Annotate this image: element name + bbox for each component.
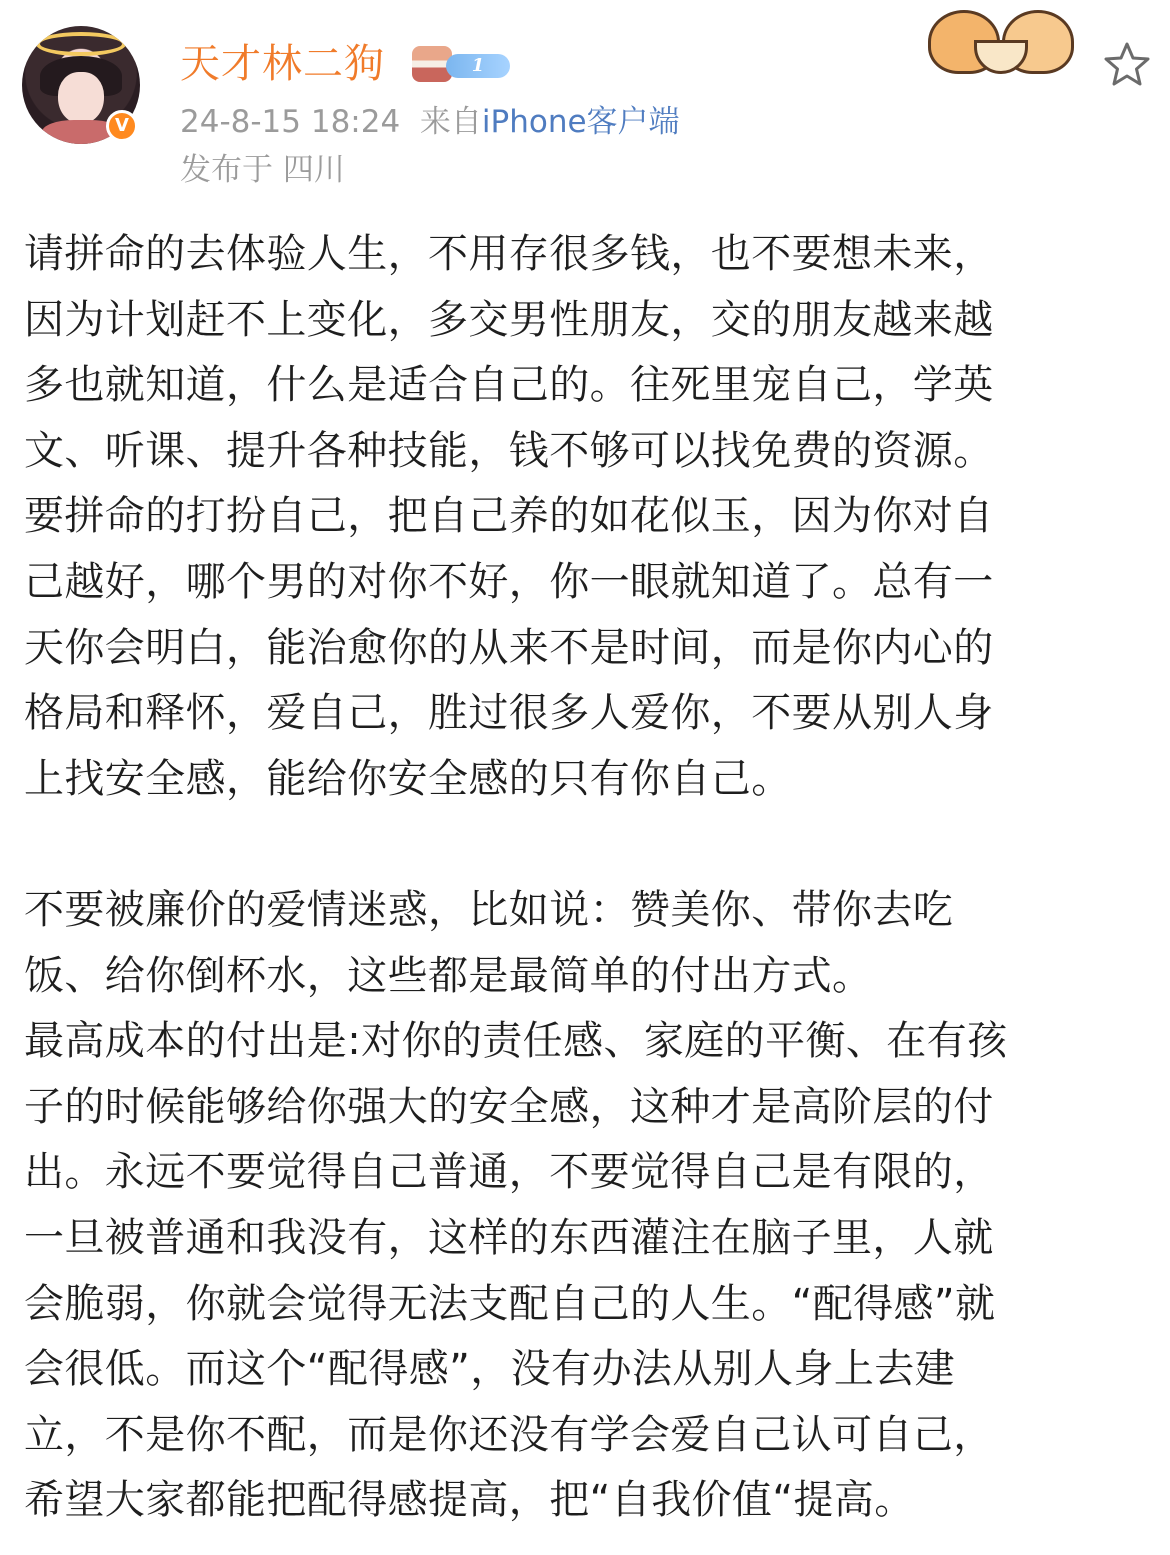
post-text-line: 立，不是你不配，而是你还没有学会爱自己认可自己， [24,1411,994,1458]
post-text-line: 不要被廉价的爱情迷惑，比如说：赞美你、带你去吃 [24,886,954,933]
member-level-number: 1 [446,54,510,78]
post-text-line: 因为计划赶不上变化，多交男性朋友，交的朋友越来越 [24,296,994,343]
post-text-line: 天你会明白，能治愈你的从来不是时间，而是你内心的 [24,624,994,671]
post-paragraph-1 [24,222,1150,812]
post-source-prefix: 来自 [419,104,482,140]
member-level-badge-icon[interactable] [412,44,512,84]
post-source-client[interactable]: iPhone客户端 [481,104,680,140]
post-text-line: 文、听课、提升各种技能，钱不够可以找免费的资源。 [24,427,994,474]
post-text-line: 子的时候能够给你强大的安全感，这种才是高阶层的付 [24,1083,994,1130]
post-text-line: 一旦被普通和我没有，这样的东西灌注在脑子里，人就 [24,1214,994,1261]
post-text-line: 饭、给你倒杯水，这些都是最简单的付出方式。 [24,952,873,999]
post-text-line: 请拼命的去体验人生，不用存很多钱，也不要想未来， [24,231,994,277]
post-body [24,222,1150,1534]
post-text-line: 格局和释怀，爱自己，胜过很多人爱你，不要从别人身 [24,690,994,737]
post-text-line: 会脆弱，你就会觉得无法支配自己的人生。“配得感”就 [24,1280,996,1327]
post-text-line: 多也就知道，什么是适合自己的。往死里宠自己，学英 [24,362,994,409]
post-location: 发布于 四川 [180,152,345,188]
post-timestamp: 24-8-15 18:24 [180,104,401,140]
post-text-line: 己越好，哪个男的对你不好，你一眼就知道了。总有一 [24,558,994,605]
post-paragraph-2 [24,878,1150,1534]
author-name[interactable]: 天才林二狗 [180,41,385,87]
post-text-line: 出。永远不要觉得自己普通，不要觉得自己是有限的， [24,1149,994,1196]
post-text-line: 最高成本的付出是:对你的责任感、家庭的平衡、在有孩 [24,1018,1008,1065]
verified-badge-icon: V [106,110,138,142]
avatar-halo [36,32,126,56]
post-text-line: 上找安全感，能给你安全感的只有你自己。 [24,755,792,802]
post-text-line: 要拼命的打扮自己，把自己养的如花似玉，因为你对自 [24,493,994,540]
star-outline-icon[interactable] [1102,40,1152,90]
post-header [0,0,1170,200]
post-meta [180,102,680,142]
avatar-face [58,72,104,124]
corgi-sticker-icon [928,0,1078,80]
post-text-line: 希望大家都能把配得感提高，把“自我价值“提高。 [24,1477,915,1524]
post-text-line: 会很低。而这个“配得感”，没有办法从别人身上去建 [24,1346,956,1393]
